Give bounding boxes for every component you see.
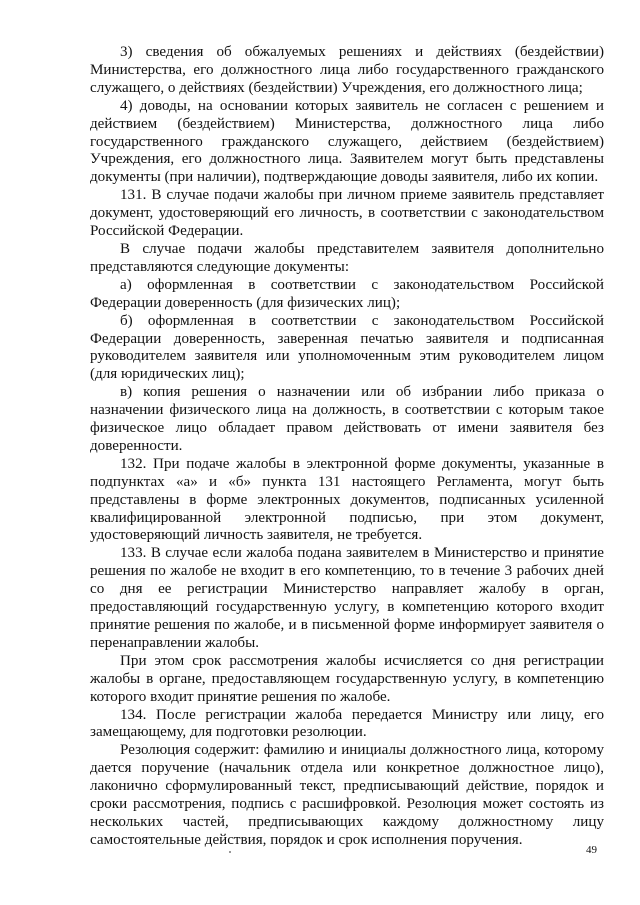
paragraph-item-v: в) копия решения о назначении или об избрании либо приказа о назначении физического лица на должность, в соответствии с которым такое физическое лицо обладает правом действовать от имени заявителя без доверенности. xyxy=(90,384,604,454)
paragraph-item-4: 4) доводы, на основании которых заявитель не согласен с решением и действием (бездействием) Министерства, должностного лица либо государственного гражданского служащего, действием (бездействием) Учреждения, его должностного лица. Заявителем могут быть представлены документы (при наличии), подтверждающие доводы заявителя, либо их копии. xyxy=(90,97,604,186)
paragraph-133: 133. В случае если жалоба подана заявителем в Министерство и принятие решения по жалобе не входит в его компетенцию, то в течение 3 рабочих дней со дня ее регистрации Министерство направляет жалобу в орган, предоставляющий государственную услугу, в компетенцию которого входит принятие решения по жалобе, и в письменной форме информирует заявителя о перенаправлении жалобы. xyxy=(90,545,604,651)
paragraph-item-a: а) оформленная в соответствии с законодательством Российской Федерации доверенность (для физических лиц); xyxy=(90,276,604,311)
paragraph-review-term: При этом срок рассмотрения жалобы исчисляется со дня регистрации жалобы в органе, предоставляющем государственную услугу, в компетенцию которого входит принятие решения по жалобе. xyxy=(90,652,604,705)
paragraph-132: 132. При подаче жалобы в электронной форме документы, указанные в подпунктах «а» и «б» пункта 131 настоящего Регламента, могут быть представлены в форме электронных документов, подписанных усиленной квалифицированной электронной подписью, при этом документ, удостоверяющий личность заявителя, не требуется. xyxy=(90,455,604,544)
scan-speck xyxy=(229,851,231,853)
paragraph-item-3: 3) сведения об обжалуемых решениях и действиях (бездействии) Министерства, его должностного лица либо государственного гражданского служащего, о действиях (бездействии) Учреждения, его должностного лица; xyxy=(90,44,604,96)
paragraph-131: 131. В случае подачи жалобы при личном приеме заявитель представляет документ, удостоверяющий его личность, в соответствии с законодательством Российской Федерации. xyxy=(90,187,604,240)
document-body xyxy=(90,44,604,850)
page-number: 49 xyxy=(586,844,597,856)
paragraph-134: 134. После регистрации жалоба передается Министру или лицу, его замещающему, для подготовки резолюции. xyxy=(90,706,604,741)
paragraph-representative-documents: В случае подачи жалобы представителем заявителя дополнительно представляются следующие документы: xyxy=(90,240,604,275)
paragraph-item-b: б) оформленная в соответствии с законодательством Российской Федерации доверенность, заверенная печатью заявителя и подписанная руководителем заявителя или уполномоченным этим руководителем лицом (для юридических лиц); xyxy=(90,312,604,383)
paragraph-resolution: Резолюция содержит: фамилию и инициалы должностного лица, которому дается поручение (начальник отдела или конкретное должностное лицо), лаконично сформулированный текст, предписывающий действие, порядок и сроки рассмотрения, подпись с расшифровкой. Резолюция может состоять из нескольких частей, предписывающих каждому должностному лицу самостоятельные действия, порядок и срок исполнения поручения. xyxy=(90,742,604,848)
